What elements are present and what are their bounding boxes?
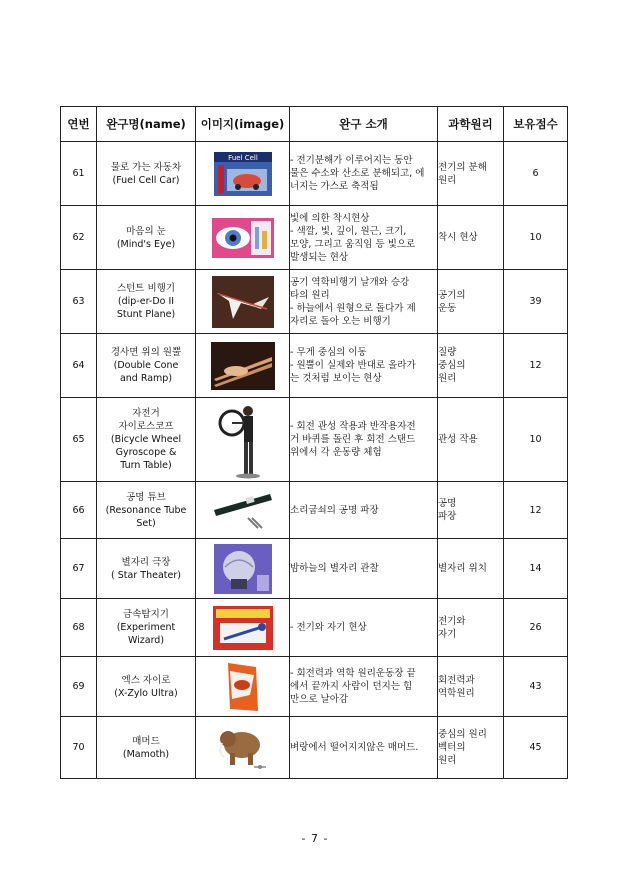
science-principle: 중심의 원리 벡터의 원리 (438, 729, 487, 766)
eye-kit-image (211, 217, 275, 259)
row-number: 70 (61, 717, 97, 779)
score: 45 (504, 717, 568, 779)
row-number: 68 (61, 599, 97, 657)
cone-ramp-image (210, 341, 276, 391)
header-name: 완구명(name) (97, 107, 196, 142)
table-header-row (61, 107, 568, 142)
score: 39 (504, 270, 568, 334)
toy-name: 물로 가는 자동차 (Fuel Cell Car) (110, 161, 182, 186)
toy-name: 별자리 극장 ( Star Theater) (111, 556, 181, 581)
toy-description: - 회전력과 역학 원리운동장 끝 에서 끝까지 사람이 던지는 힘 만으로 날아감 (290, 668, 416, 705)
toy-name: 경사면 위의 원뿔 (Double Cone and Ramp) (110, 347, 182, 384)
header-no: 연번 (61, 107, 97, 142)
header-score: 보유점수 (504, 107, 568, 142)
toy-table (60, 106, 568, 779)
score: 26 (504, 599, 568, 657)
table-row (61, 270, 568, 334)
score: 12 (504, 334, 568, 398)
table-row (61, 482, 568, 539)
science-principle: 회전력과 역학원리 (438, 674, 475, 699)
toy-description: - 회전 관성 작용과 반작용자전 거 바퀴를 돌린 후 회전 스탠드 위에서 각 운동량 체험 (290, 421, 416, 458)
page-number: - 7 - (301, 832, 329, 845)
toy-name: 매머드 (Mamoth) (122, 735, 170, 760)
header-description: 완구 소개 (290, 107, 438, 142)
stunt-plane-image (211, 275, 275, 329)
toy-description: 소리굽쇠의 공명 파장 (290, 504, 379, 516)
science-principle: 관성 작용 (438, 434, 478, 445)
toy-description: - 전기분해가 이루어지는 동안 물은 수소와 산소로 분해되고, 에 너지는 가스로 축적됨 (290, 155, 425, 192)
science-principle: 별자리 위치 (438, 563, 487, 574)
table-row (61, 599, 568, 657)
header-science: 과학원리 (438, 107, 504, 142)
row-number: 63 (61, 270, 97, 334)
science-principle: 전기와 자기 (438, 615, 466, 640)
table-row (61, 206, 568, 270)
science-principle: 착시 현상 (438, 232, 478, 243)
toy-description: 빛에 의한 착시현상 - 색깔, 빛, 깊이, 원근, 크기, 모양, 그리고 움직임 등 빛으로 발생되는 현상 (290, 212, 416, 263)
table-row (61, 334, 568, 398)
row-number: 62 (61, 206, 97, 270)
table-row (61, 142, 568, 206)
row-number: 64 (61, 334, 97, 398)
toy-name: 마음의 눈 (Mind's Eye) (116, 225, 176, 250)
science-principle: 전기의 분해 원리 (438, 161, 487, 186)
toy-description: - 전기와 자기 현상 (290, 622, 367, 633)
score: 10 (504, 398, 568, 482)
row-number: 66 (61, 482, 97, 539)
toy-description: 공기 역학비행기 날개와 승강 타의 원리 - 하늘에서 원형으로 돌다가 제 자리로 돌아 오는 비행기 (290, 276, 416, 327)
science-principle: 공기의 운동 (438, 289, 466, 314)
toy-name: 공명 튜브 (Resonance Tube Set) (105, 491, 187, 529)
toy-name: 스턴트 비행기 (dip-er-Do II Stunt Plane) (116, 283, 176, 320)
toy-description: - 무게 중심의 이동 - 원뿔이 실제와 반대로 올라가 는 것처럼 보이는 현상 (290, 347, 416, 384)
science-principle: 질량 중심의 원리 (438, 347, 466, 384)
gyroscope-person-image (218, 401, 268, 479)
table-row (61, 717, 568, 779)
science-principle: 공명 파장 (438, 498, 457, 522)
svg-text:Fuel Cell: Fuel Cell (227, 153, 258, 162)
star-theater-image (213, 543, 273, 595)
fuel-cell-box-image (213, 151, 273, 197)
xzylo-image (220, 659, 266, 715)
row-number: 65 (61, 398, 97, 482)
toy-name: 금속탐지기 (Experiment Wizard) (116, 609, 176, 646)
table-row (61, 539, 568, 599)
header-image: 이미지(image) (196, 107, 290, 142)
toy-description: 벼랑에서 떨어지지않은 매머드. (290, 742, 419, 753)
score: 14 (504, 539, 568, 599)
score: 12 (504, 482, 568, 539)
mammoth-image (214, 723, 272, 773)
toy-description: 밤하늘의 별자리 관찰 (290, 563, 379, 574)
table-row (61, 657, 568, 717)
row-number: 69 (61, 657, 97, 717)
row-number: 61 (61, 142, 97, 206)
score: 43 (504, 657, 568, 717)
table-row (61, 398, 568, 482)
score: 10 (504, 206, 568, 270)
row-number: 67 (61, 539, 97, 599)
resonance-tube-image (210, 488, 276, 532)
score: 6 (504, 142, 568, 206)
toy-name: 자전거 자이로스코프 (Bicycle Wheel Gyroscope & Turn Table) (110, 408, 182, 471)
metal-detector-box-image (212, 605, 274, 651)
toy-name: 엑스 자이로 (X-Zylo Ultra) (114, 674, 178, 699)
